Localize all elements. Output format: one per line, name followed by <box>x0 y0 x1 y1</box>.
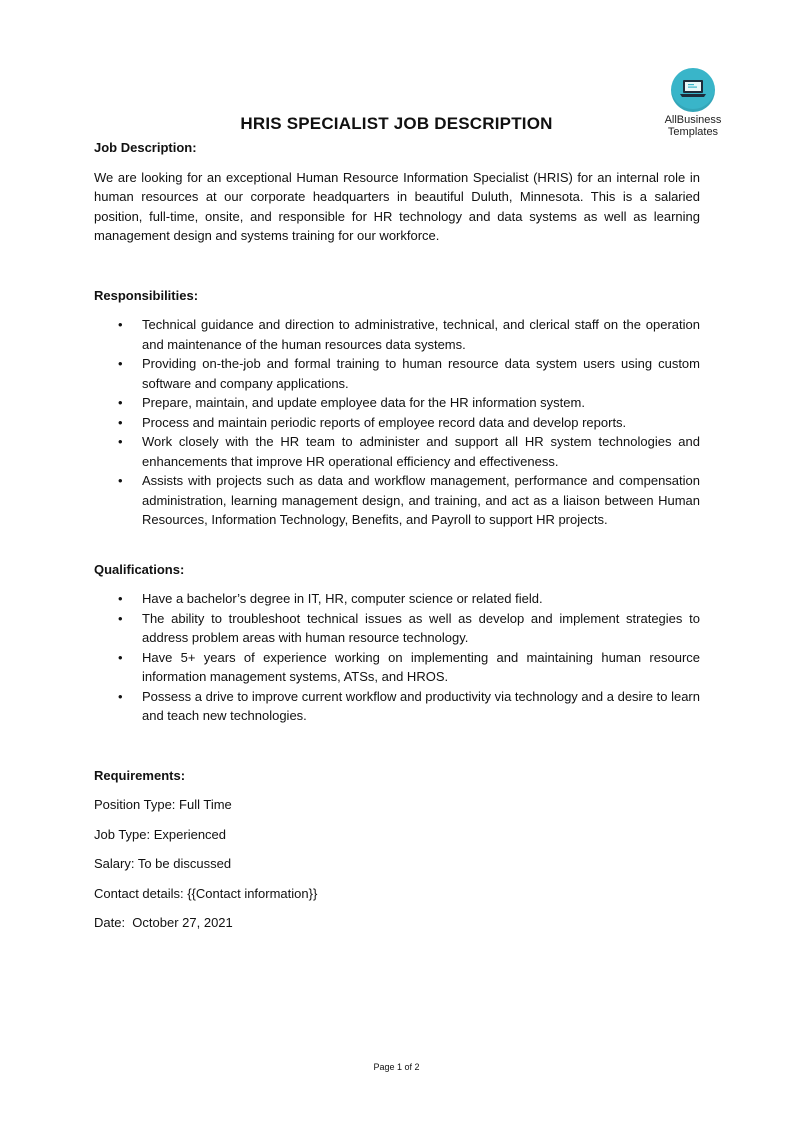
logo-text-line2: Templates <box>667 126 719 138</box>
job-description-text: We are looking for an exceptional Human Resource Information Specialist (HRIS) for an internal role in human resources at our corporate headquarters in beautiful Duluth, Minnesota. This is a salaried position, full-time, onsite, and responsible for HR technology and data systems as well as learning management design and systems training for our workforce. <box>94 169 700 243</box>
document-body <box>94 138 700 933</box>
logo-text-line1: AllBusiness <box>664 114 722 126</box>
date-line: Date: October 27, 2021 <box>94 915 233 930</box>
job-type-line: Job Type: Experienced <box>94 826 227 842</box>
contact-details-line: Contact details: {{Contact information}} <box>94 885 318 901</box>
list-item: • Possess a drive to improve current workflow and productivity via technology and a desire to learn and teach new technologies. <box>94 687 700 726</box>
list-item: • Have 5+ years of experience working on implementing and maintaining human resource information management systems, ATSs, and HROS. <box>94 648 700 687</box>
responsibilities-list <box>94 315 700 530</box>
list-item: • The ability to troubleshoot technical issues as well as develop and implement strategies to address problem areas with human resource technology. <box>94 609 700 648</box>
list-item: • Providing on-the-job and formal training to human resource data system users using custom software and company applications. <box>94 354 700 393</box>
position-type-line: Position Type: Full Time <box>94 797 232 812</box>
page-number: Page 1 of 2 <box>373 1062 420 1072</box>
list-item: • Work closely with the HR team to administer and support all HR system technologies and enhancements that improve HR operational efficiency and effectiveness. <box>94 432 700 471</box>
page-title: HRIS SPECIALIST JOB DESCRIPTION <box>240 114 553 133</box>
salary-line: Salary: To be discussed <box>94 856 232 871</box>
qualifications-heading: Qualifications: <box>94 561 185 577</box>
responsibilities-heading: Responsibilities: <box>94 287 199 303</box>
list-item: • Assists with projects such as data and workflow management, performance and compensation administration, learning management design, and training, and act as a liaison between Human Resources, Information Technology, Benefits, and Payroll to support HR projects. <box>94 471 700 530</box>
qualifications-list <box>94 589 700 726</box>
logo-badge <box>671 68 715 112</box>
requirements-heading: Requirements: <box>94 767 186 783</box>
list-item: • Prepare, maintain, and update employee data for the HR information system. <box>94 393 700 413</box>
job-description-heading: Job Description: <box>94 140 197 155</box>
list-item: • Technical guidance and direction to administrative, technical, and clerical staff on the operation and maintenance of the human resources data systems. <box>94 315 700 354</box>
list-item: • Process and maintain periodic reports of employee record data and develop reports. <box>94 413 700 433</box>
list-item: • Have a bachelor’s degree in IT, HR, computer science or related field. <box>94 589 700 609</box>
